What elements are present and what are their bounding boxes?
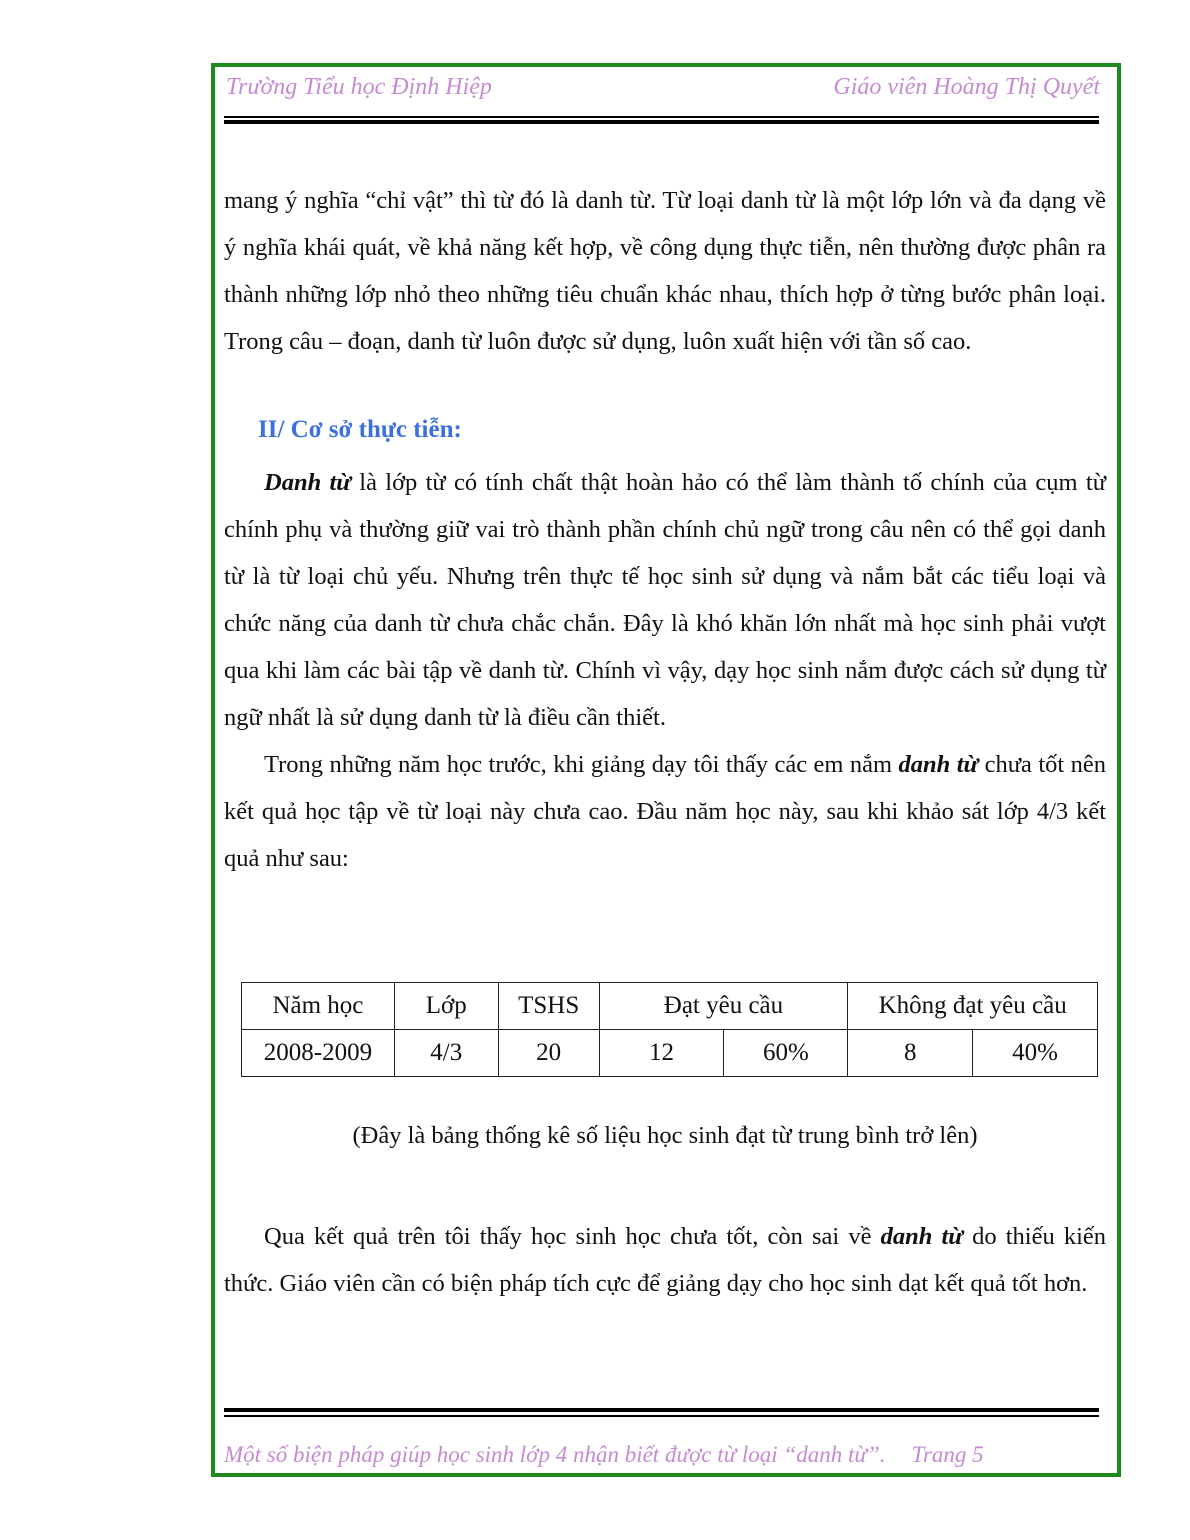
header-rule-thick bbox=[224, 120, 1099, 124]
cell-pass-count: 12 bbox=[599, 1030, 724, 1077]
section-practice bbox=[224, 459, 1106, 882]
header-year: Năm học bbox=[242, 983, 395, 1030]
paragraph-noun-definition: mang ý nghĩa “chỉ vật” thì từ đó là danh từ. Từ loại danh từ là một lớp lớn và đa dạng về ý nghĩa khái quát, về khả năng kết hợp, về công dụng thực tiễn, nên thường được phân ra thành những lớp nhỏ theo những tiêu chuẩn khác nhau, thích hợp ở từng bước phân loại. Trong câu – đoạn, danh từ luôn được sử dụng, luôn xuất hiện với tần số cao. bbox=[224, 187, 1106, 355]
header-class: Lớp bbox=[394, 983, 498, 1030]
cell-class: 4/3 bbox=[394, 1030, 498, 1077]
section-conclusion bbox=[224, 1213, 1106, 1307]
paragraph-conclusion-text-2: do thiếu kiến thức. Giáo viên cần có biện pháp tích cực để giảng dạy cho học sinh dạt kết quả tốt hơn. bbox=[224, 1223, 1106, 1297]
header-fail: Không đạt yêu cầu bbox=[848, 983, 1098, 1030]
term-danh-tu: Danh từ bbox=[264, 469, 351, 496]
paragraph-conclusion-text-1: Qua kết quả trên tôi thấy học sinh học chưa tốt, còn sai về bbox=[264, 1223, 881, 1250]
paragraph-conclusion bbox=[224, 1213, 1106, 1307]
paragraph-survey-text-1: Trong những năm học trước, khi giảng dạy tôi thấy các em nắm bbox=[264, 751, 899, 778]
footer-rule-thin bbox=[224, 1415, 1099, 1417]
table-header-row bbox=[242, 983, 1098, 1030]
cell-pass-pct: 60% bbox=[724, 1030, 848, 1077]
paragraph-survey-intro bbox=[224, 741, 1106, 882]
term-danh-tu: danh từ bbox=[898, 751, 979, 778]
section-intro bbox=[224, 177, 1106, 365]
paragraph-noun-role-text: là lớp từ có tính chất thật hoàn hảo có thể làm thành tố chính của cụm từ chính phụ và thường giữ vai trò thành phần chính chủ ngữ trong câu nên có thể gọi danh từ là từ loại chủ yếu. Nhưng trên thực tế học sinh sử dụng và nắm bắt các tiểu loại và chức năng của danh từ chưa chắc chắn. Đây là khó khăn lớn nhất mà học sinh phải vượt qua khi làm các bài tập về danh từ. Chính vì vậy, dạy học sinh nắm được cách sử dụng từ ngữ nhất là sử dụng danh từ là điều cần thiết. bbox=[224, 469, 1106, 731]
header-tshs: TSHS bbox=[498, 983, 599, 1030]
term-danh-tu: danh từ bbox=[880, 1223, 963, 1250]
paragraph-noun-role bbox=[224, 459, 1106, 741]
table-row bbox=[242, 1030, 1098, 1077]
footer-title: Một số biện pháp giúp học sinh lớp 4 nhận biết được từ loại “danh từ”. bbox=[224, 1442, 886, 1467]
cell-year: 2008-2009 bbox=[242, 1030, 395, 1077]
table-caption: (Đây là bảng thống kê số liệu học sinh đạt từ trung bình trở lên) bbox=[352, 1122, 978, 1149]
footer-page-number: Trang 5 bbox=[911, 1442, 984, 1467]
header-rule-thin bbox=[224, 116, 1099, 118]
header-teacher: Giáo viên Hoàng Thị Quyết bbox=[833, 74, 1100, 100]
survey-results-table bbox=[241, 982, 1098, 1077]
cell-tshs: 20 bbox=[498, 1030, 599, 1077]
cell-fail-count: 8 bbox=[848, 1030, 973, 1077]
paragraph-survey-text-2: chưa tốt nên kết quả học tập về từ loại này chưa cao. Đầu năm học này, sau khi khảo sát lớp 4/3 kết quả như sau: bbox=[224, 751, 1106, 872]
header-school: Trường Tiểu học Định Hiệp bbox=[226, 74, 492, 100]
cell-fail-pct: 40% bbox=[973, 1030, 1098, 1077]
header-pass: Đạt yêu cầu bbox=[599, 983, 848, 1030]
footer-rule-thick bbox=[224, 1408, 1099, 1412]
section-heading: II/ Cơ sở thực tiễn: bbox=[258, 416, 462, 443]
footer bbox=[224, 1442, 984, 1468]
